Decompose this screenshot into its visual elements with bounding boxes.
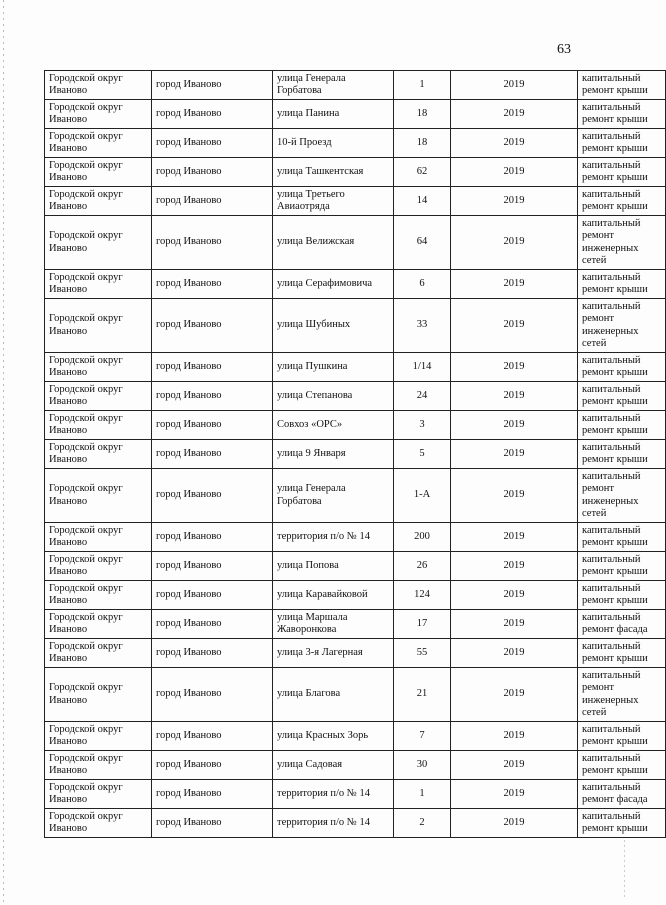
table-body: [45, 71, 666, 838]
work-type-cell: капитальный ремонт крыши: [578, 809, 666, 838]
street-cell: 10-й Проезд: [273, 129, 394, 158]
street-cell: улица Садовая: [273, 751, 394, 780]
work-type-cell: капитальный ремонт крыши: [578, 353, 666, 382]
district-cell: Городской округ Иваново: [45, 353, 152, 382]
district-cell: Городской округ Иваново: [45, 187, 152, 216]
house-cell: 1: [394, 71, 451, 100]
city-cell: город Иваново: [152, 440, 273, 469]
city-cell: город Иваново: [152, 411, 273, 440]
city-cell: город Иваново: [152, 469, 273, 523]
street-cell: улица Велижская: [273, 216, 394, 270]
work-type-cell: капитальный ремонт крыши: [578, 523, 666, 552]
house-cell: 6: [394, 270, 451, 299]
house-cell: 124: [394, 581, 451, 610]
house-cell: 7: [394, 722, 451, 751]
street-cell: улица 3-я Лагерная: [273, 639, 394, 668]
table-row: [45, 353, 666, 382]
work-type-cell: капитальный ремонт крыши: [578, 411, 666, 440]
district-cell: Городской округ Иваново: [45, 523, 152, 552]
house-cell: 26: [394, 552, 451, 581]
street-cell: территория п/о № 14: [273, 523, 394, 552]
city-cell: город Иваново: [152, 581, 273, 610]
scan-edge-right: [624, 840, 625, 900]
street-cell: улица Маршала Жаворонкова: [273, 610, 394, 639]
district-cell: Городской округ Иваново: [45, 610, 152, 639]
year-cell: 2019: [451, 187, 578, 216]
house-cell: 64: [394, 216, 451, 270]
work-type-cell: капитальный ремонт инженерных сетей: [578, 469, 666, 523]
work-type-cell: капитальный ремонт крыши: [578, 639, 666, 668]
year-cell: 2019: [451, 751, 578, 780]
work-type-cell: капитальный ремонт крыши: [578, 751, 666, 780]
district-cell: Городской округ Иваново: [45, 299, 152, 353]
work-type-cell: капитальный ремонт крыши: [578, 100, 666, 129]
house-cell: 17: [394, 610, 451, 639]
year-cell: 2019: [451, 722, 578, 751]
year-cell: 2019: [451, 552, 578, 581]
district-cell: Городской округ Иваново: [45, 100, 152, 129]
table-row: [45, 71, 666, 100]
house-cell: 2: [394, 809, 451, 838]
district-cell: Городской округ Иваново: [45, 411, 152, 440]
work-type-cell: капитальный ремонт крыши: [578, 440, 666, 469]
city-cell: город Иваново: [152, 523, 273, 552]
year-cell: 2019: [451, 71, 578, 100]
work-type-cell: капитальный ремонт крыши: [578, 552, 666, 581]
table-row: [45, 382, 666, 411]
work-type-cell: капитальный ремонт крыши: [578, 382, 666, 411]
city-cell: город Иваново: [152, 382, 273, 411]
year-cell: 2019: [451, 129, 578, 158]
street-cell: территория п/о № 14: [273, 809, 394, 838]
city-cell: город Иваново: [152, 187, 273, 216]
year-cell: 2019: [451, 299, 578, 353]
district-cell: Городской округ Иваново: [45, 780, 152, 809]
district-cell: Городской округ Иваново: [45, 639, 152, 668]
year-cell: 2019: [451, 581, 578, 610]
year-cell: 2019: [451, 639, 578, 668]
street-cell: улица Ташкентская: [273, 158, 394, 187]
year-cell: 2019: [451, 270, 578, 299]
city-cell: город Иваново: [152, 809, 273, 838]
page-number: 63: [557, 42, 571, 57]
city-cell: город Иваново: [152, 216, 273, 270]
house-cell: 14: [394, 187, 451, 216]
district-cell: Городской округ Иваново: [45, 668, 152, 722]
city-cell: город Иваново: [152, 100, 273, 129]
street-cell: улица Серафимовича: [273, 270, 394, 299]
house-cell: 18: [394, 100, 451, 129]
city-cell: город Иваново: [152, 668, 273, 722]
repair-schedule-table: [44, 70, 666, 838]
street-cell: улица Генерала Горбатова: [273, 71, 394, 100]
city-cell: город Иваново: [152, 158, 273, 187]
district-cell: Городской округ Иваново: [45, 71, 152, 100]
table-row: [45, 299, 666, 353]
work-type-cell: капитальный ремонт инженерных сетей: [578, 216, 666, 270]
table-row: [45, 469, 666, 523]
work-type-cell: капитальный ремонт крыши: [578, 270, 666, 299]
street-cell: улица Панина: [273, 100, 394, 129]
work-type-cell: капитальный ремонт крыши: [578, 722, 666, 751]
work-type-cell: капитальный ремонт крыши: [578, 187, 666, 216]
work-type-cell: капитальный ремонт инженерных сетей: [578, 299, 666, 353]
table-row: [45, 780, 666, 809]
table-row: [45, 639, 666, 668]
work-type-cell: капитальный ремонт фасада: [578, 610, 666, 639]
street-cell: территория п/о № 14: [273, 780, 394, 809]
house-cell: 55: [394, 639, 451, 668]
house-cell: 5: [394, 440, 451, 469]
table-row: [45, 411, 666, 440]
scan-edge-left: [3, 0, 4, 905]
city-cell: город Иваново: [152, 722, 273, 751]
city-cell: город Иваново: [152, 353, 273, 382]
table-row: [45, 216, 666, 270]
table-row: [45, 751, 666, 780]
year-cell: 2019: [451, 610, 578, 639]
street-cell: улица Благова: [273, 668, 394, 722]
work-type-cell: капитальный ремонт крыши: [578, 581, 666, 610]
year-cell: 2019: [451, 411, 578, 440]
street-cell: улица Попова: [273, 552, 394, 581]
year-cell: 2019: [451, 382, 578, 411]
work-type-cell: капитальный ремонт фасада: [578, 780, 666, 809]
district-cell: Городской округ Иваново: [45, 440, 152, 469]
table-row: [45, 158, 666, 187]
table-row: [45, 668, 666, 722]
house-cell: 62: [394, 158, 451, 187]
city-cell: город Иваново: [152, 780, 273, 809]
table-row: [45, 809, 666, 838]
district-cell: Городской округ Иваново: [45, 216, 152, 270]
house-cell: 24: [394, 382, 451, 411]
year-cell: 2019: [451, 668, 578, 722]
year-cell: 2019: [451, 523, 578, 552]
district-cell: Городской округ Иваново: [45, 469, 152, 523]
work-type-cell: капитальный ремонт крыши: [578, 71, 666, 100]
table-row: [45, 100, 666, 129]
street-cell: улица Красных Зорь: [273, 722, 394, 751]
house-cell: 33: [394, 299, 451, 353]
district-cell: Городской округ Иваново: [45, 270, 152, 299]
year-cell: 2019: [451, 469, 578, 523]
work-type-cell: капитальный ремонт крыши: [578, 158, 666, 187]
city-cell: город Иваново: [152, 71, 273, 100]
district-cell: Городской округ Иваново: [45, 382, 152, 411]
house-cell: 200: [394, 523, 451, 552]
street-cell: улица Пушкина: [273, 353, 394, 382]
district-cell: Городской округ Иваново: [45, 751, 152, 780]
city-cell: город Иваново: [152, 552, 273, 581]
street-cell: Совхоз «ОРС»: [273, 411, 394, 440]
table-row: [45, 187, 666, 216]
table-row: [45, 581, 666, 610]
table-row: [45, 722, 666, 751]
year-cell: 2019: [451, 100, 578, 129]
work-type-cell: капитальный ремонт крыши: [578, 129, 666, 158]
table-row: [45, 552, 666, 581]
city-cell: город Иваново: [152, 270, 273, 299]
district-cell: Городской округ Иваново: [45, 552, 152, 581]
house-cell: 1-А: [394, 469, 451, 523]
street-cell: улица Генерала Горбатова: [273, 469, 394, 523]
city-cell: город Иваново: [152, 129, 273, 158]
house-cell: 3: [394, 411, 451, 440]
house-cell: 30: [394, 751, 451, 780]
district-cell: Городской округ Иваново: [45, 129, 152, 158]
district-cell: Городской округ Иваново: [45, 581, 152, 610]
street-cell: улица 9 Января: [273, 440, 394, 469]
year-cell: 2019: [451, 216, 578, 270]
house-cell: 21: [394, 668, 451, 722]
work-type-cell: капитальный ремонт инженерных сетей: [578, 668, 666, 722]
city-cell: город Иваново: [152, 299, 273, 353]
year-cell: 2019: [451, 780, 578, 809]
street-cell: улица Каравайковой: [273, 581, 394, 610]
table-row: [45, 440, 666, 469]
table-row: [45, 129, 666, 158]
city-cell: город Иваново: [152, 610, 273, 639]
year-cell: 2019: [451, 440, 578, 469]
house-cell: 1/14: [394, 353, 451, 382]
city-cell: город Иваново: [152, 751, 273, 780]
table-row: [45, 523, 666, 552]
street-cell: улица Степанова: [273, 382, 394, 411]
year-cell: 2019: [451, 158, 578, 187]
table-row: [45, 270, 666, 299]
district-cell: Городской округ Иваново: [45, 809, 152, 838]
district-cell: Городской округ Иваново: [45, 158, 152, 187]
house-cell: 18: [394, 129, 451, 158]
city-cell: город Иваново: [152, 639, 273, 668]
street-cell: улица Шубиных: [273, 299, 394, 353]
house-cell: 1: [394, 780, 451, 809]
street-cell: улица Третьего Авиаотряда: [273, 187, 394, 216]
district-cell: Городской округ Иваново: [45, 722, 152, 751]
year-cell: 2019: [451, 353, 578, 382]
table-row: [45, 610, 666, 639]
year-cell: 2019: [451, 809, 578, 838]
